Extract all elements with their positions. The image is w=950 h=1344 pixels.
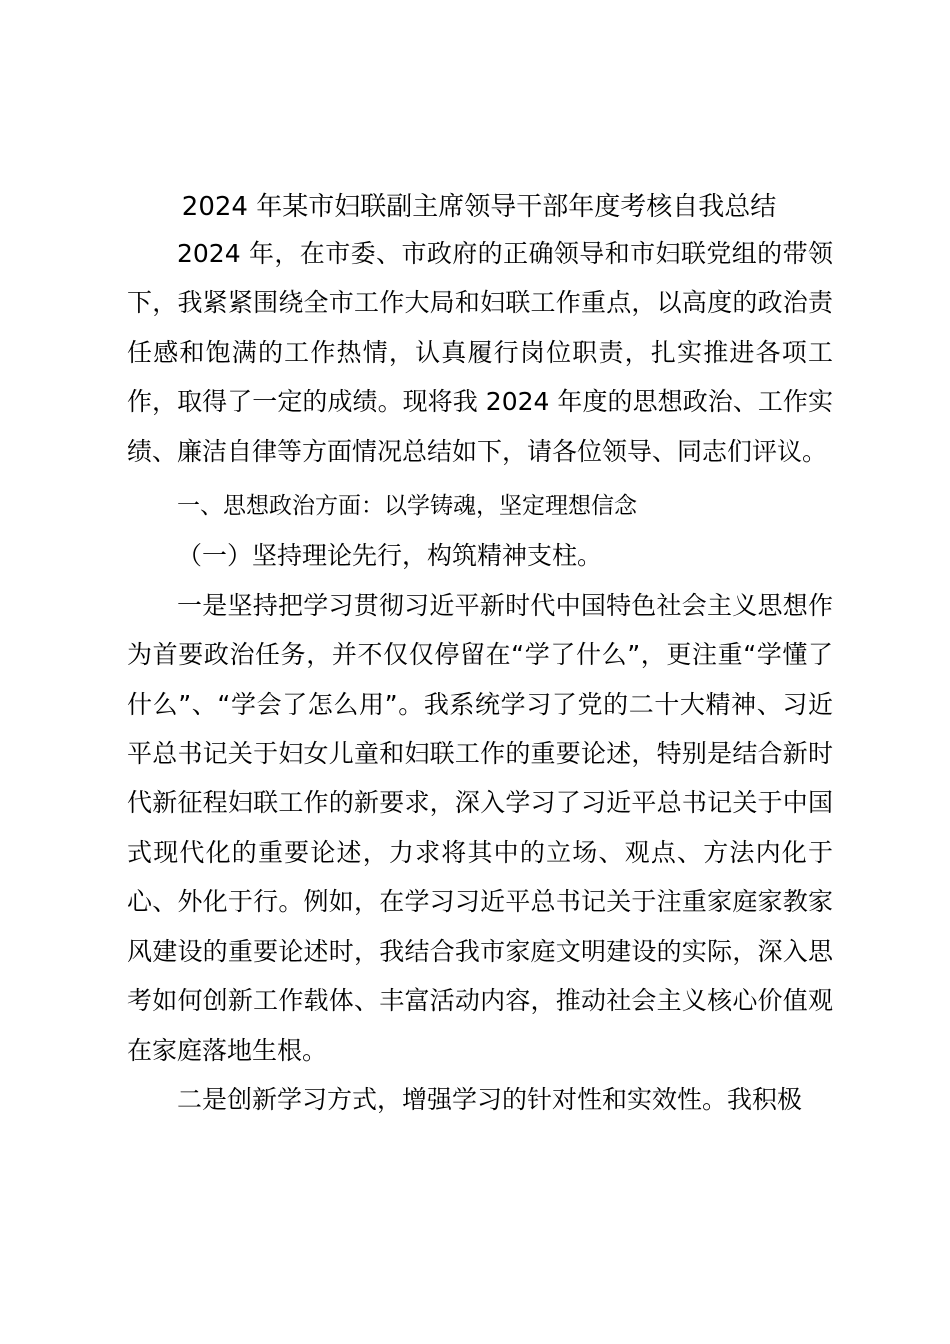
intro-paragraph: 2024 年，在市委、市政府的正确领导和市妇联党组的带领下，我紧紧围绕全市工作大局和妇联工作重点，以高度的政治责任感和饱满的工作热情，认真履行岗位职责，扎实推进各项工作，取得了一定的成绩。现将我 2024 年度的思想政治、工作实绩、廉洁自律等方面情况总结如下，请各位领导、同志们评议。 [127, 239, 833, 466]
document-title: 2024 年某市妇联副主席领导干部年度考核自我总结 [181, 192, 777, 222]
document-body [127, 229, 833, 1124]
point-one-paragraph: 一是坚持把学习贯彻习近平新时代中国特色社会主义思想作为首要政治任务，并不仅仅停留在“学了什么”，更注重“学懂了什么”、“学会了怎么用”。我系统学习了党的二十大精神、习近平总书记关于妇女儿童和妇联工作的重要论述，特别是结合新时代新征程妇联工作的新要求，深入学习了习近平总书记关于中国式现代化的重要论述，力求将其中的立场、观点、方法内化于心、外化于行。例如，在学习习近平总书记关于注重家庭家教家风建设的重要论述时，我结合我市家庭文明建设的实际，深入思考如何创新工作载体、丰富活动内容，推动社会主义核心价值观在家庭落地生根。 [127, 590, 833, 1065]
subsection-heading: （一）坚持理论先行，构筑精神支柱。 [177, 541, 603, 571]
section-heading: 一、思想政治方面：以学铸魂，坚定理想信念 [177, 493, 637, 520]
point-two-paragraph: 二是创新学习方式，增强学习的针对性和实效性。我积极 [177, 1084, 803, 1114]
